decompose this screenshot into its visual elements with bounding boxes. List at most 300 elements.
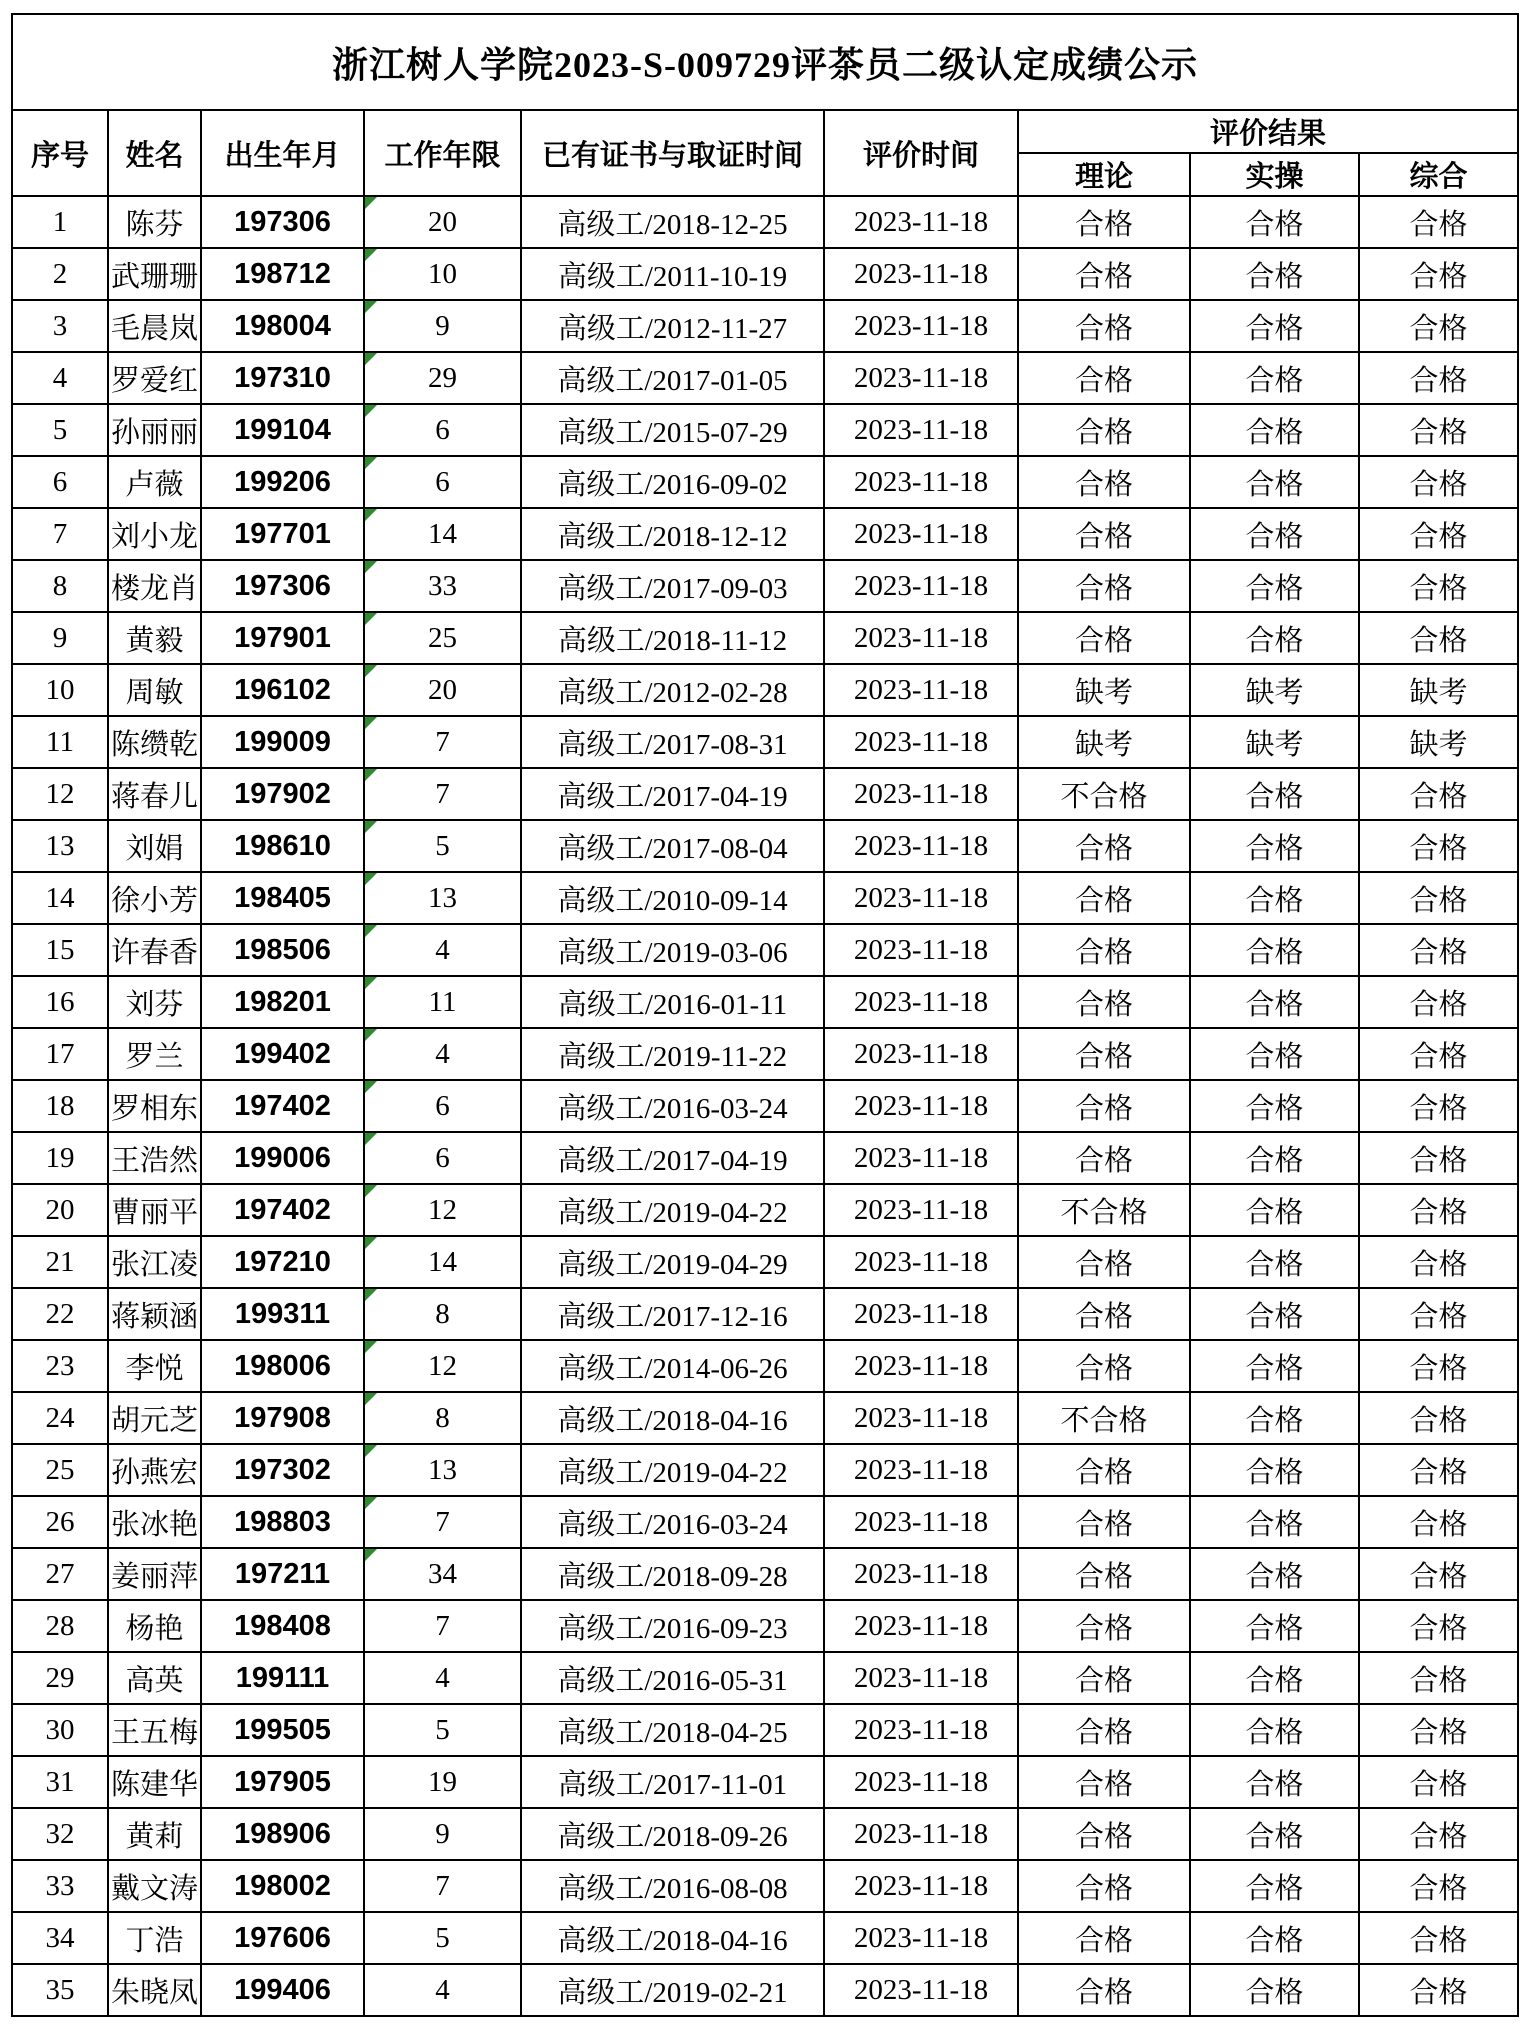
table-row (12, 872, 1518, 924)
cell-certificate: 高级工/2016-03-24 (521, 1080, 824, 1132)
cell-work-years: 34 (364, 1548, 521, 1600)
cell-work-years: 29 (364, 352, 521, 404)
cell-theory-result: 合格 (1018, 1288, 1190, 1340)
cell-index: 15 (12, 924, 108, 976)
cell-name: 孙燕宏 (108, 1444, 201, 1496)
cell-index: 27 (12, 1548, 108, 1600)
cell-practical-result: 合格 (1190, 1964, 1359, 2016)
cell-name: 徐小芳 (108, 872, 201, 924)
cell-birth: 198506 (201, 924, 364, 976)
cell-practical-result: 缺考 (1190, 716, 1359, 768)
cell-index: 30 (12, 1704, 108, 1756)
header-index: 序号 (12, 110, 108, 196)
cell-theory-result: 不合格 (1018, 768, 1190, 820)
table-row (12, 1392, 1518, 1444)
cell-work-years: 12 (364, 1184, 521, 1236)
cell-index: 29 (12, 1652, 108, 1704)
table-row (12, 1808, 1518, 1860)
table-row (12, 1912, 1518, 1964)
cell-overall-result: 合格 (1359, 248, 1518, 300)
table-row (12, 664, 1518, 716)
cell-birth: 197306 (201, 196, 364, 248)
cell-birth: 197211 (201, 1548, 364, 1600)
cell-overall-result: 合格 (1359, 1496, 1518, 1548)
cell-work-years: 13 (364, 1444, 521, 1496)
cell-theory-result: 合格 (1018, 612, 1190, 664)
cell-index: 25 (12, 1444, 108, 1496)
table-row (12, 1600, 1518, 1652)
cell-theory-result: 合格 (1018, 1756, 1190, 1808)
cell-index: 12 (12, 768, 108, 820)
table-row (12, 1444, 1518, 1496)
cell-eval-time: 2023-11-18 (824, 820, 1018, 872)
cell-birth: 199311 (201, 1288, 364, 1340)
cell-work-years: 5 (364, 820, 521, 872)
cell-work-years: 4 (364, 1028, 521, 1080)
cell-certificate: 高级工/2014-06-26 (521, 1340, 824, 1392)
cell-birth: 199009 (201, 716, 364, 768)
cell-index: 18 (12, 1080, 108, 1132)
cell-name: 王浩然 (108, 1132, 201, 1184)
cell-birth: 198610 (201, 820, 364, 872)
cell-certificate: 高级工/2011-10-19 (521, 248, 824, 300)
cell-practical-result: 合格 (1190, 1132, 1359, 1184)
cell-work-years: 13 (364, 872, 521, 924)
cell-name: 罗爱红 (108, 352, 201, 404)
cell-practical-result: 合格 (1190, 976, 1359, 1028)
cell-birth: 197306 (201, 560, 364, 612)
header-certificate: 已有证书与取证时间 (521, 110, 824, 196)
cell-certificate: 高级工/2016-08-08 (521, 1860, 824, 1912)
cell-work-years: 14 (364, 1236, 521, 1288)
cell-theory-result: 不合格 (1018, 1392, 1190, 1444)
cell-index: 6 (12, 456, 108, 508)
cell-practical-result: 合格 (1190, 1028, 1359, 1080)
cell-practical-result: 合格 (1190, 1548, 1359, 1600)
cell-eval-time: 2023-11-18 (824, 508, 1018, 560)
cell-index: 33 (12, 1860, 108, 1912)
table-row (12, 1704, 1518, 1756)
cell-theory-result: 合格 (1018, 1548, 1190, 1600)
cell-birth: 197310 (201, 352, 364, 404)
cell-index: 2 (12, 248, 108, 300)
cell-overall-result: 合格 (1359, 924, 1518, 976)
cell-eval-time: 2023-11-18 (824, 1964, 1018, 2016)
cell-name: 毛晨岚 (108, 300, 201, 352)
cell-index: 16 (12, 976, 108, 1028)
cell-overall-result: 合格 (1359, 1236, 1518, 1288)
cell-overall-result: 缺考 (1359, 716, 1518, 768)
cell-name: 曹丽平 (108, 1184, 201, 1236)
cell-theory-result: 合格 (1018, 1236, 1190, 1288)
cell-birth: 197302 (201, 1444, 364, 1496)
cell-overall-result: 合格 (1359, 300, 1518, 352)
cell-birth: 199111 (201, 1652, 364, 1704)
cell-theory-result: 合格 (1018, 1496, 1190, 1548)
cell-name: 陈建华 (108, 1756, 201, 1808)
cell-index: 21 (12, 1236, 108, 1288)
table-row (12, 248, 1518, 300)
cell-eval-time: 2023-11-18 (824, 1080, 1018, 1132)
cell-theory-result: 缺考 (1018, 716, 1190, 768)
cell-index: 23 (12, 1340, 108, 1392)
cell-birth: 197908 (201, 1392, 364, 1444)
cell-eval-time: 2023-11-18 (824, 404, 1018, 456)
table-row (12, 560, 1518, 612)
cell-eval-time: 2023-11-18 (824, 1756, 1018, 1808)
cell-overall-result: 合格 (1359, 404, 1518, 456)
cell-certificate: 高级工/2019-03-06 (521, 924, 824, 976)
cell-work-years: 20 (364, 664, 521, 716)
cell-certificate: 高级工/2016-09-02 (521, 456, 824, 508)
cell-theory-result: 合格 (1018, 872, 1190, 924)
cell-name: 孙丽丽 (108, 404, 201, 456)
cell-eval-time: 2023-11-18 (824, 872, 1018, 924)
cell-overall-result: 合格 (1359, 820, 1518, 872)
table-body (12, 196, 1518, 2016)
cell-name: 李悦 (108, 1340, 201, 1392)
cell-certificate: 高级工/2016-01-11 (521, 976, 824, 1028)
cell-index: 10 (12, 664, 108, 716)
cell-theory-result: 合格 (1018, 1860, 1190, 1912)
cell-work-years: 7 (364, 768, 521, 820)
table-row (12, 820, 1518, 872)
cell-index: 14 (12, 872, 108, 924)
cell-eval-time: 2023-11-18 (824, 248, 1018, 300)
cell-practical-result: 合格 (1190, 560, 1359, 612)
table-row (12, 196, 1518, 248)
cell-certificate: 高级工/2017-12-16 (521, 1288, 824, 1340)
cell-birth: 198906 (201, 1808, 364, 1860)
cell-practical-result: 合格 (1190, 1704, 1359, 1756)
table-row (12, 352, 1518, 404)
cell-certificate: 高级工/2015-07-29 (521, 404, 824, 456)
cell-theory-result: 合格 (1018, 560, 1190, 612)
cell-birth: 199402 (201, 1028, 364, 1080)
cell-index: 31 (12, 1756, 108, 1808)
cell-birth: 197210 (201, 1236, 364, 1288)
cell-certificate: 高级工/2019-02-21 (521, 1964, 824, 2016)
cell-eval-time: 2023-11-18 (824, 716, 1018, 768)
cell-eval-time: 2023-11-18 (824, 976, 1018, 1028)
cell-theory-result: 合格 (1018, 1600, 1190, 1652)
cell-work-years: 5 (364, 1704, 521, 1756)
cell-certificate: 高级工/2017-11-01 (521, 1756, 824, 1808)
cell-birth: 199206 (201, 456, 364, 508)
cell-theory-result: 合格 (1018, 1652, 1190, 1704)
cell-practical-result: 合格 (1190, 404, 1359, 456)
cell-theory-result: 合格 (1018, 1912, 1190, 1964)
cell-certificate: 高级工/2016-03-24 (521, 1496, 824, 1548)
cell-certificate: 高级工/2018-04-16 (521, 1392, 824, 1444)
cell-name: 许春香 (108, 924, 201, 976)
cell-certificate: 高级工/2017-09-03 (521, 560, 824, 612)
cell-birth: 197901 (201, 612, 364, 664)
cell-name: 陈芬 (108, 196, 201, 248)
cell-theory-result: 合格 (1018, 924, 1190, 976)
header-name: 姓名 (108, 110, 201, 196)
table-row (12, 924, 1518, 976)
cell-certificate: 高级工/2017-01-05 (521, 352, 824, 404)
cell-overall-result: 合格 (1359, 1704, 1518, 1756)
cell-name: 王五梅 (108, 1704, 201, 1756)
cell-work-years: 25 (364, 612, 521, 664)
cell-name: 高英 (108, 1652, 201, 1704)
cell-eval-time: 2023-11-18 (824, 300, 1018, 352)
cell-eval-time: 2023-11-18 (824, 664, 1018, 716)
cell-certificate: 高级工/2018-11-12 (521, 612, 824, 664)
header-eval-time: 评价时间 (824, 110, 1018, 196)
cell-birth: 197902 (201, 768, 364, 820)
cell-name: 杨艳 (108, 1600, 201, 1652)
cell-birth: 198006 (201, 1340, 364, 1392)
cell-eval-time: 2023-11-18 (824, 1340, 1018, 1392)
table-row (12, 1548, 1518, 1600)
cell-practical-result: 合格 (1190, 924, 1359, 976)
cell-name: 戴文涛 (108, 1860, 201, 1912)
results-table (11, 13, 1519, 2017)
cell-birth: 197606 (201, 1912, 364, 1964)
cell-theory-result: 合格 (1018, 1704, 1190, 1756)
cell-overall-result: 合格 (1359, 456, 1518, 508)
cell-birth: 197402 (201, 1080, 364, 1132)
cell-overall-result: 合格 (1359, 768, 1518, 820)
cell-theory-result: 合格 (1018, 976, 1190, 1028)
cell-certificate: 高级工/2017-08-04 (521, 820, 824, 872)
cell-practical-result: 合格 (1190, 872, 1359, 924)
table-row (12, 1860, 1518, 1912)
cell-certificate: 高级工/2010-09-14 (521, 872, 824, 924)
cell-index: 13 (12, 820, 108, 872)
header-birth: 出生年月 (201, 110, 364, 196)
table-row (12, 1756, 1518, 1808)
cell-index: 7 (12, 508, 108, 560)
cell-name: 武珊珊 (108, 248, 201, 300)
cell-theory-result: 合格 (1018, 1444, 1190, 1496)
cell-theory-result: 合格 (1018, 1080, 1190, 1132)
cell-eval-time: 2023-11-18 (824, 1912, 1018, 1964)
cell-birth: 198712 (201, 248, 364, 300)
table-row (12, 1340, 1518, 1392)
cell-overall-result: 合格 (1359, 872, 1518, 924)
cell-overall-result: 合格 (1359, 1600, 1518, 1652)
cell-index: 1 (12, 196, 108, 248)
cell-eval-time: 2023-11-18 (824, 1392, 1018, 1444)
cell-overall-result: 合格 (1359, 1184, 1518, 1236)
cell-index: 22 (12, 1288, 108, 1340)
cell-work-years: 33 (364, 560, 521, 612)
cell-index: 34 (12, 1912, 108, 1964)
cell-work-years: 9 (364, 1808, 521, 1860)
cell-name: 张江凌 (108, 1236, 201, 1288)
cell-practical-result: 合格 (1190, 1912, 1359, 1964)
cell-birth: 197402 (201, 1184, 364, 1236)
cell-overall-result: 合格 (1359, 1912, 1518, 1964)
cell-overall-result: 合格 (1359, 1392, 1518, 1444)
cell-overall-result: 合格 (1359, 508, 1518, 560)
cell-birth: 197905 (201, 1756, 364, 1808)
cell-practical-result: 合格 (1190, 508, 1359, 560)
cell-birth: 199104 (201, 404, 364, 456)
cell-certificate: 高级工/2012-11-27 (521, 300, 824, 352)
table-row (12, 404, 1518, 456)
cell-birth: 199406 (201, 1964, 364, 2016)
cell-eval-time: 2023-11-18 (824, 560, 1018, 612)
cell-name: 刘小龙 (108, 508, 201, 560)
cell-index: 20 (12, 1184, 108, 1236)
cell-practical-result: 合格 (1190, 1860, 1359, 1912)
cell-eval-time: 2023-11-18 (824, 1704, 1018, 1756)
cell-overall-result: 合格 (1359, 1028, 1518, 1080)
table-row (12, 1080, 1518, 1132)
table-row (12, 1652, 1518, 1704)
cell-name: 姜丽萍 (108, 1548, 201, 1600)
cell-theory-result: 合格 (1018, 456, 1190, 508)
cell-practical-result: 合格 (1190, 456, 1359, 508)
cell-birth: 196102 (201, 664, 364, 716)
cell-overall-result: 合格 (1359, 1132, 1518, 1184)
table-row (12, 1236, 1518, 1288)
cell-overall-result: 合格 (1359, 196, 1518, 248)
cell-birth: 198405 (201, 872, 364, 924)
cell-name: 刘娟 (108, 820, 201, 872)
cell-theory-result: 缺考 (1018, 664, 1190, 716)
cell-theory-result: 合格 (1018, 404, 1190, 456)
header-practical: 实操 (1190, 153, 1359, 196)
cell-theory-result: 合格 (1018, 1964, 1190, 2016)
cell-certificate: 高级工/2018-09-26 (521, 1808, 824, 1860)
cell-practical-result: 合格 (1190, 1080, 1359, 1132)
cell-name: 黄毅 (108, 612, 201, 664)
cell-name: 朱晓凤 (108, 1964, 201, 2016)
header-result-group: 评价结果 (1018, 110, 1518, 153)
cell-certificate: 高级工/2016-09-23 (521, 1600, 824, 1652)
cell-practical-result: 合格 (1190, 300, 1359, 352)
cell-overall-result: 合格 (1359, 1444, 1518, 1496)
cell-eval-time: 2023-11-18 (824, 1600, 1018, 1652)
cell-work-years: 8 (364, 1392, 521, 1444)
cell-name: 罗相东 (108, 1080, 201, 1132)
cell-certificate: 高级工/2019-11-22 (521, 1028, 824, 1080)
cell-practical-result: 合格 (1190, 1808, 1359, 1860)
table-row (12, 508, 1518, 560)
cell-certificate: 高级工/2018-09-28 (521, 1548, 824, 1600)
cell-overall-result: 合格 (1359, 1860, 1518, 1912)
cell-practical-result: 合格 (1190, 1288, 1359, 1340)
cell-work-years: 6 (364, 404, 521, 456)
cell-eval-time: 2023-11-18 (824, 196, 1018, 248)
cell-birth: 198201 (201, 976, 364, 1028)
cell-overall-result: 合格 (1359, 352, 1518, 404)
cell-eval-time: 2023-11-18 (824, 612, 1018, 664)
cell-practical-result: 合格 (1190, 1444, 1359, 1496)
cell-index: 24 (12, 1392, 108, 1444)
cell-birth: 198803 (201, 1496, 364, 1548)
cell-certificate: 高级工/2017-04-19 (521, 768, 824, 820)
cell-work-years: 8 (364, 1288, 521, 1340)
cell-certificate: 高级工/2019-04-22 (521, 1184, 824, 1236)
cell-work-years: 6 (364, 1132, 521, 1184)
cell-eval-time: 2023-11-18 (824, 456, 1018, 508)
cell-name: 楼龙肖 (108, 560, 201, 612)
cell-name: 卢薇 (108, 456, 201, 508)
cell-name: 胡元芝 (108, 1392, 201, 1444)
cell-theory-result: 合格 (1018, 352, 1190, 404)
cell-birth: 199505 (201, 1704, 364, 1756)
cell-certificate: 高级工/2019-04-22 (521, 1444, 824, 1496)
cell-practical-result: 合格 (1190, 248, 1359, 300)
cell-birth: 198408 (201, 1600, 364, 1652)
cell-index: 35 (12, 1964, 108, 2016)
cell-theory-result: 合格 (1018, 300, 1190, 352)
cell-certificate: 高级工/2018-12-25 (521, 196, 824, 248)
title-row (12, 14, 1518, 110)
cell-name: 刘芬 (108, 976, 201, 1028)
cell-practical-result: 合格 (1190, 1756, 1359, 1808)
cell-overall-result: 合格 (1359, 1548, 1518, 1600)
cell-index: 5 (12, 404, 108, 456)
table-row (12, 456, 1518, 508)
cell-overall-result: 合格 (1359, 560, 1518, 612)
cell-certificate: 高级工/2019-04-29 (521, 1236, 824, 1288)
cell-work-years: 5 (364, 1912, 521, 1964)
cell-practical-result: 合格 (1190, 1496, 1359, 1548)
cell-work-years: 7 (364, 1496, 521, 1548)
cell-certificate: 高级工/2017-04-19 (521, 1132, 824, 1184)
cell-birth: 198002 (201, 1860, 364, 1912)
cell-theory-result: 合格 (1018, 1808, 1190, 1860)
cell-overall-result: 合格 (1359, 1340, 1518, 1392)
cell-practical-result: 合格 (1190, 1236, 1359, 1288)
cell-work-years: 20 (364, 196, 521, 248)
cell-name: 黄莉 (108, 1808, 201, 1860)
cell-work-years: 7 (364, 1860, 521, 1912)
table-row (12, 716, 1518, 768)
cell-birth: 198004 (201, 300, 364, 352)
cell-theory-result: 合格 (1018, 508, 1190, 560)
cell-index: 28 (12, 1600, 108, 1652)
cell-certificate: 高级工/2018-04-16 (521, 1912, 824, 1964)
cell-work-years: 14 (364, 508, 521, 560)
cell-work-years: 4 (364, 1964, 521, 2016)
cell-work-years: 9 (364, 300, 521, 352)
cell-work-years: 19 (364, 1756, 521, 1808)
cell-eval-time: 2023-11-18 (824, 924, 1018, 976)
cell-work-years: 4 (364, 924, 521, 976)
cell-name: 张冰艳 (108, 1496, 201, 1548)
cell-theory-result: 合格 (1018, 820, 1190, 872)
table-row (12, 1132, 1518, 1184)
cell-theory-result: 合格 (1018, 196, 1190, 248)
cell-practical-result: 合格 (1190, 612, 1359, 664)
cell-certificate: 高级工/2016-05-31 (521, 1652, 824, 1704)
cell-overall-result: 合格 (1359, 1288, 1518, 1340)
table-row (12, 1496, 1518, 1548)
cell-overall-result: 合格 (1359, 1964, 1518, 2016)
table-row (12, 1028, 1518, 1080)
header-work-years: 工作年限 (364, 110, 521, 196)
cell-eval-time: 2023-11-18 (824, 1028, 1018, 1080)
cell-index: 17 (12, 1028, 108, 1080)
cell-eval-time: 2023-11-18 (824, 1860, 1018, 1912)
cell-overall-result: 合格 (1359, 1652, 1518, 1704)
cell-work-years: 11 (364, 976, 521, 1028)
header-theory: 理论 (1018, 153, 1190, 196)
cell-practical-result: 合格 (1190, 1392, 1359, 1444)
cell-work-years: 10 (364, 248, 521, 300)
table-row (12, 1288, 1518, 1340)
cell-practical-result: 合格 (1190, 1184, 1359, 1236)
